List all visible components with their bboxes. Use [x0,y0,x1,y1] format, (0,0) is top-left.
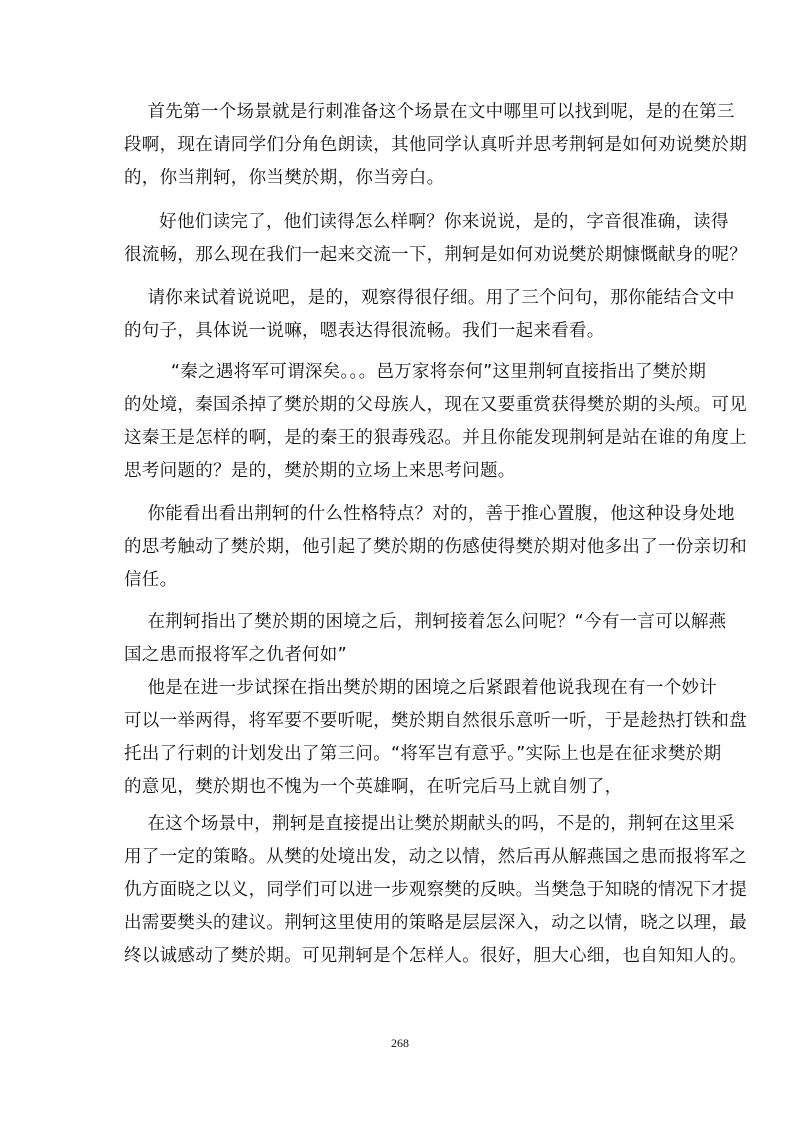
text-line: 仇方面晓之以义，同学们可以进一步观察樊的反映。当樊急于知晓的情况下才提 [124,880,747,900]
paragraph-scene-intro [124,96,747,195]
text-line: 出需要樊头的建议。荆轲这里使用的策略是层层深入，动之以情，晓之以理，最 [124,913,747,933]
text-line: 的处境，秦国杀掉了樊於期的父母族人，现在又要重赏获得樊於期的头颅。可见 [124,395,747,415]
text-line: 托出了行刺的计划发出了第三问。“将军岂有意乎。”实际上也是在征求樊於期 [124,744,722,764]
paragraph-strategy-summary [124,808,747,973]
text-line: 的句子，具体说一说嘛，嗯表达得很流畅。我们一起来看看。 [124,321,605,341]
text-line: 你能看出看出荆轲的什么性格特点？对的，善于推心置腹，他这种设身处地 [124,504,735,524]
text-line: “秦之遇将军可谓深矣。。。邑万家将奈何”这里荆轲直接指出了樊於期 [124,362,707,382]
paragraph-three-questions [124,282,735,348]
text-line: 在这个场景中，荆轲是直接提出让樊於期献头的吗，不是的，荆轲在这里采 [124,814,735,834]
paragraph-reading-feedback [124,206,747,272]
paragraph-character-traits [124,498,747,597]
text-line: 可以一举两得，将军要不要听呢，樊於期自然很乐意听一听，于是趁热打铁和盘 [124,711,747,731]
paragraph-second-question [124,606,747,804]
text-line: 的意见，樊於期也不愧为一个英雄啊，在听完后马上就自刎了， [124,777,623,797]
page-number: 268 [391,1036,409,1050]
text-line: 在荆轲指出了樊於期的困境之后，荆轲接着怎么问呢？“今有一言可以解燕 [124,612,727,632]
text-line: 首先第一个场景就是行刺准备这个场景在文中哪里可以找到呢，是的在第三 [124,102,735,122]
text-line: 好他们读完了，他们读得怎么样啊？你来说说，是的，字音很准确，读得 [124,212,729,232]
paragraph-quote-analysis [124,356,747,488]
text-line: 信任。 [124,570,178,590]
text-line: 请你来试着说说吧，是的，观察得很仔细。用了三个问句，那你能结合文中 [124,288,735,308]
text-line: 用了一定的策略。从樊的处境出发，动之以情，然后再从解燕国之患而报将军之 [124,847,747,867]
text-line: 这秦王是怎样的啊，是的秦王的狠毒残忍。并且你能发现荆轲是站在谁的角度上 [124,428,747,448]
text-line: 他是在进一步试探在指出樊於期的困境之后紧跟着他说我现在有一个妙计 [124,678,718,698]
text-line: 的思考触动了樊於期，他引起了樊於期的伤感使得樊於期对他多出了一份亲切和 [124,537,747,557]
text-line: 很流畅，那么现在我们一起来交流一下，荆轲是如何劝说樊於期慷慨献身的呢？ [124,245,747,265]
text-line: 的，你当荆轲，你当樊於期，你当旁白。 [124,168,445,188]
text-line: 段啊，现在请同学们分角色朗读，其他同学认真听并思考荆轲是如何劝说樊於期 [124,135,747,155]
text-line: 国之患而报将军之仇者何如” [124,645,347,665]
text-line: 思考问题的？是的，樊於期的立场上来思考问题。 [124,461,516,481]
text-line: 终以诚感动了樊於期。可见荆轲是个怎样人。很好，胆大心细，也自知知人的。 [124,946,747,966]
